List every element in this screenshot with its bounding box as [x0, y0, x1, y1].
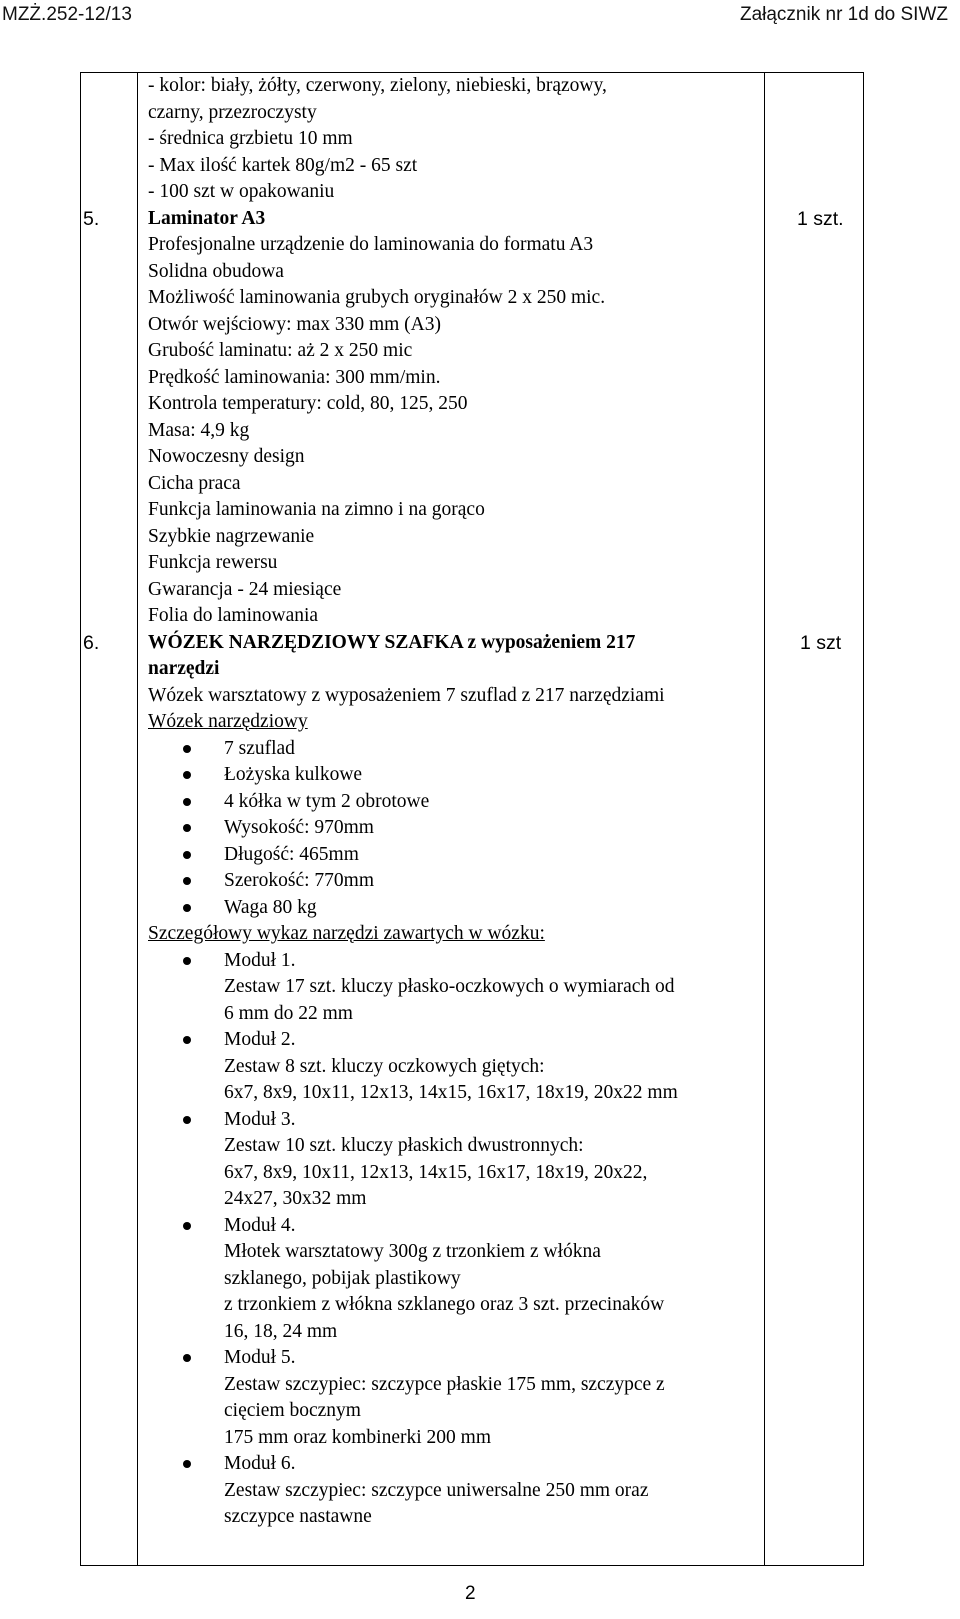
feature-item: Łożyska kulkowe: [224, 764, 363, 785]
item4-line: - Max ilość kartek 80g/m2 - 65 szt: [148, 154, 418, 176]
item4-line: - średnica grzbietu 10 mm: [148, 128, 353, 149]
bullet-icon: [183, 824, 191, 832]
module-name: Moduł 5.: [224, 1347, 296, 1368]
item5-line: Prędkość laminowania: 300 mm/min.: [148, 366, 441, 388]
item5-line: Gwarancja - 24 miesiące: [148, 578, 342, 600]
item5-line: Solidna obudowa: [148, 260, 284, 282]
item5-line: Grubość laminatu: aż 2 x 250 mic: [148, 340, 413, 361]
module-line: 6x7, 8x9, 10x11, 12x13, 14x15, 16x17, 18x19, 20x22 mm: [224, 1082, 678, 1103]
bullet-icon: [183, 771, 191, 779]
bullet-icon: [183, 745, 191, 753]
bullet-icon: [183, 1354, 191, 1362]
module-line: Młotek warsztatowy 300g z trzonkiem z włókna: [224, 1241, 601, 1262]
page-number: 2: [465, 1583, 476, 1604]
item4-line: czarny, przezroczysty: [148, 101, 317, 123]
item5-line: Folia do laminowania: [148, 605, 319, 626]
item5-line: Profesjonalne urządzenie do laminowania do formatu A3: [148, 234, 594, 255]
module-name: Moduł 6.: [224, 1453, 296, 1474]
column-divider: [137, 73, 138, 1565]
bullet-icon: [183, 798, 191, 806]
item5-line: Otwór wejściowy: max 330 mm (A3): [148, 313, 441, 335]
item5-title: Laminator A3: [148, 207, 266, 229]
bullet-icon: [183, 957, 191, 965]
bullet-icon: [183, 1460, 191, 1468]
module-line: szklanego, pobijak plastikowy: [224, 1267, 461, 1289]
item5-quantity: 1 szt.: [797, 207, 844, 230]
item5-line: Kontrola temperatury: cold, 80, 125, 250: [148, 393, 468, 414]
bullet-icon: [183, 851, 191, 859]
module-line: szczypce nastawne: [224, 1506, 372, 1527]
item5-line: Funkcja laminowania na zimno i na gorąco: [148, 499, 485, 520]
document-reference: MZŻ.252-12/13: [2, 4, 132, 25]
attachment-label: Załącznik nr 1d do SIWZ: [739, 4, 948, 25]
module-line: 6 mm do 22 mm: [224, 1002, 353, 1024]
module-line: 24x27, 30x32 mm: [224, 1188, 367, 1209]
module-line: z trzonkiem z włókna szklanego oraz 3 szt. przecinaków: [224, 1294, 665, 1315]
module-line: 175 mm oraz kombinerki 200 mm: [224, 1426, 492, 1448]
feature-item: Wysokość: 970mm: [224, 817, 374, 838]
item5-number: 5.: [83, 207, 100, 230]
item5-line: Cicha praca: [148, 472, 241, 494]
item4-line: - kolor: biały, żółty, czerwony, zielony, niebieski, brązowy,: [148, 75, 607, 96]
module-line: Zestaw szczypiec: szczypce płaskie 175 mm, szczypce z: [224, 1373, 665, 1395]
module-line: Zestaw 10 szt. kluczy płaskich dwustronnych:: [224, 1135, 584, 1156]
module-line: cięciem bocznym: [224, 1400, 361, 1421]
feature-item: Szerokość: 770mm: [224, 870, 375, 891]
detail-heading: Szczegółowy wykaz narzędzi zawartych w wózku:: [148, 923, 545, 944]
module-line: Zestaw 17 szt. kluczy płasko-oczkowych o wymiarach od: [224, 976, 675, 997]
item6-title: narzędzi: [148, 658, 220, 679]
module-name: Moduł 3.: [224, 1108, 296, 1130]
module-name: Moduł 2.: [224, 1029, 296, 1050]
module-line: Zestaw szczypiec: szczypce uniwersalne 250 mm oraz: [224, 1479, 649, 1501]
bullet-icon: [183, 1222, 191, 1230]
feature-item: Waga 80 kg: [224, 896, 317, 918]
module-line: Zestaw 8 szt. kluczy oczkowych giętych:: [224, 1055, 545, 1077]
module-name: Moduł 4.: [224, 1214, 296, 1236]
feature-item: 4 kółka w tym 2 obrotowe: [224, 790, 430, 812]
feature-item: 7 szuflad: [224, 737, 295, 759]
module-name: Moduł 1.: [224, 949, 296, 971]
item4-line: - 100 szt w opakowaniu: [148, 181, 335, 202]
item6-subheading: Wózek narzędziowy: [148, 711, 308, 732]
item6-title: WÓZEK NARZĘDZIOWY SZAFKA z wyposażeniem 217: [148, 631, 636, 653]
column-divider: [764, 73, 765, 1565]
item6-number: 6.: [83, 631, 100, 654]
item5-line: Funkcja rewersu: [148, 552, 278, 573]
bullet-icon: [183, 904, 191, 912]
item6-intro: Wózek warsztatowy z wyposażeniem 7 szuflad z 217 narzędziami: [148, 684, 665, 706]
module-line: 16, 18, 24 mm: [224, 1320, 338, 1342]
module-line: 6x7, 8x9, 10x11, 12x13, 14x15, 16x17, 18x19, 20x22,: [224, 1161, 648, 1183]
item5-line: Możliwość laminowania grubych oryginałów 2 x 250 mic.: [148, 287, 606, 308]
feature-item: Długość: 465mm: [224, 843, 359, 865]
item5-line: Nowoczesny design: [148, 446, 305, 467]
bullet-icon: [183, 1116, 191, 1124]
item5-line: Szybkie nagrzewanie: [148, 525, 315, 547]
bullet-icon: [183, 1036, 191, 1044]
bullet-icon: [183, 877, 191, 885]
item6-quantity: 1 szt: [800, 631, 842, 654]
item5-line: Masa: 4,9 kg: [148, 419, 250, 441]
